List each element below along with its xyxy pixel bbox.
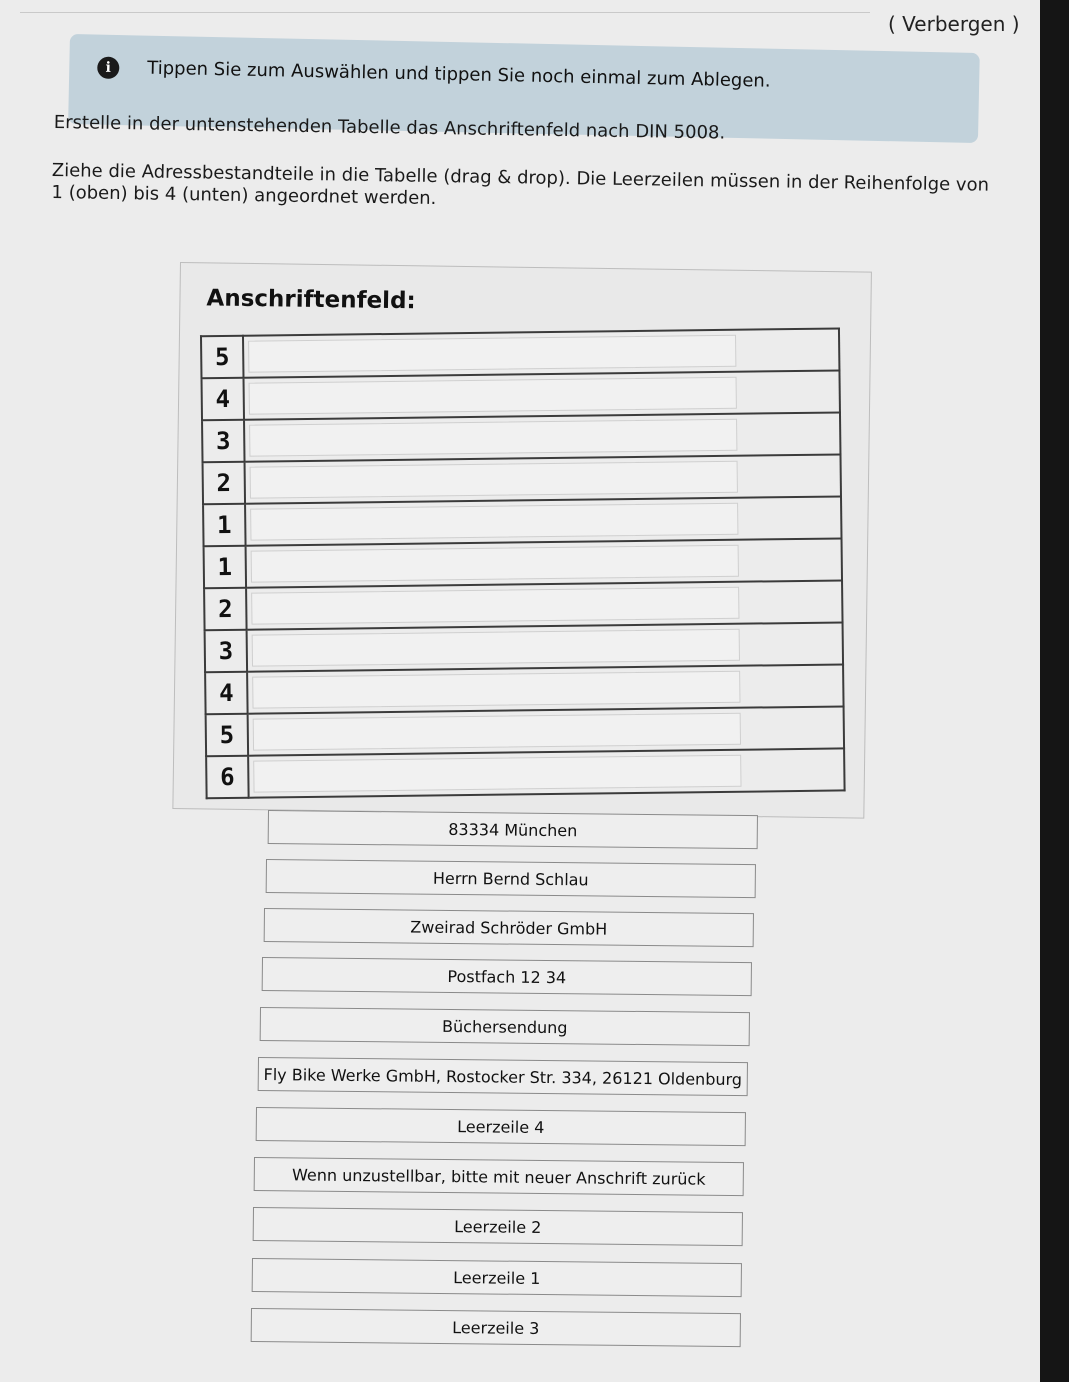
drop-slot[interactable] (250, 461, 738, 499)
row-number: 1 (204, 546, 247, 589)
drop-zone[interactable] (244, 370, 840, 419)
table-row (206, 748, 844, 798)
drop-zone[interactable] (246, 538, 842, 587)
draggable-item-sender-line[interactable]: Fly Bike Werke GmbH, Rostocker Str. 334, 26121 Oldenburg (258, 1057, 748, 1096)
drop-zone[interactable] (245, 454, 841, 503)
drop-zone[interactable] (243, 328, 839, 377)
drop-slot[interactable] (252, 629, 740, 667)
row-number: 6 (206, 756, 249, 799)
drop-slot[interactable] (252, 671, 740, 709)
draggable-item-leerzeile-1[interactable]: Leerzeile 1 (252, 1258, 742, 1297)
drop-zone[interactable] (248, 706, 844, 755)
draggable-item-leerzeile-2[interactable]: Leerzeile 2 (253, 1207, 743, 1246)
drop-zone[interactable] (245, 496, 841, 545)
info-icon: i (97, 57, 119, 79)
address-table (200, 327, 846, 799)
row-number: 1 (203, 504, 246, 547)
drop-zone[interactable] (246, 580, 842, 629)
draggable-item-company[interactable]: Zweirad Schröder GmbH (264, 908, 754, 947)
row-number: 4 (205, 672, 248, 715)
drop-slot[interactable] (249, 419, 737, 457)
drop-slot[interactable] (248, 335, 736, 373)
drop-slot[interactable] (253, 713, 741, 751)
draggable-item-leerzeile-3[interactable]: Leerzeile 3 (251, 1308, 741, 1347)
draggable-item-vermerk[interactable]: Wenn unzustellbar, bitte mit neuer Anschrift zurück (254, 1157, 744, 1196)
row-number: 5 (201, 336, 244, 379)
address-field-card (172, 262, 872, 819)
drop-slot[interactable] (249, 377, 737, 415)
instruction-din: Erstelle in der untenstehenden Tabelle das Anschriftenfeld nach DIN 5008. (53, 112, 726, 144)
draggable-item-sendungsart[interactable]: Büchersendung (260, 1007, 750, 1046)
row-number: 3 (205, 630, 248, 673)
hide-link[interactable]: ( Verbergen ) (888, 12, 1020, 36)
drop-slot[interactable] (250, 503, 738, 541)
draggable-item-postfach[interactable]: Postfach 12 34 (262, 957, 752, 996)
drop-slot[interactable] (251, 587, 739, 625)
info-text: Tippen Sie zum Auswählen und tippen Sie noch einmal zum Ablegen. (147, 57, 771, 92)
row-number: 2 (203, 462, 246, 505)
card-title: Anschriftenfeld: (206, 285, 416, 315)
draggable-item-recipient-person[interactable]: Herrn Bernd Schlau (266, 859, 756, 898)
row-number: 3 (202, 420, 245, 463)
draggable-item-plz-ort[interactable]: 83334 München (268, 810, 758, 849)
row-number: 2 (204, 588, 247, 631)
draggable-item-leerzeile-4[interactable]: Leerzeile 4 (256, 1107, 746, 1146)
drop-slot[interactable] (253, 755, 741, 793)
row-number: 4 (202, 378, 245, 421)
drop-zone[interactable] (244, 412, 840, 461)
row-number: 5 (206, 714, 249, 757)
drop-zone[interactable] (248, 748, 844, 797)
drop-slot[interactable] (251, 545, 739, 583)
drop-zone[interactable] (247, 622, 843, 671)
top-divider (20, 12, 870, 13)
drop-zone[interactable] (247, 664, 843, 713)
device-frame (1040, 0, 1069, 1382)
instruction-drag-drop: Ziehe die Adressbestandteile in die Tabelle (drag & drop). Die Leerzeilen müssen in der Reihenfolge von 1 (oben) bis 4 (unten) angeordnet werden. (51, 160, 990, 210)
